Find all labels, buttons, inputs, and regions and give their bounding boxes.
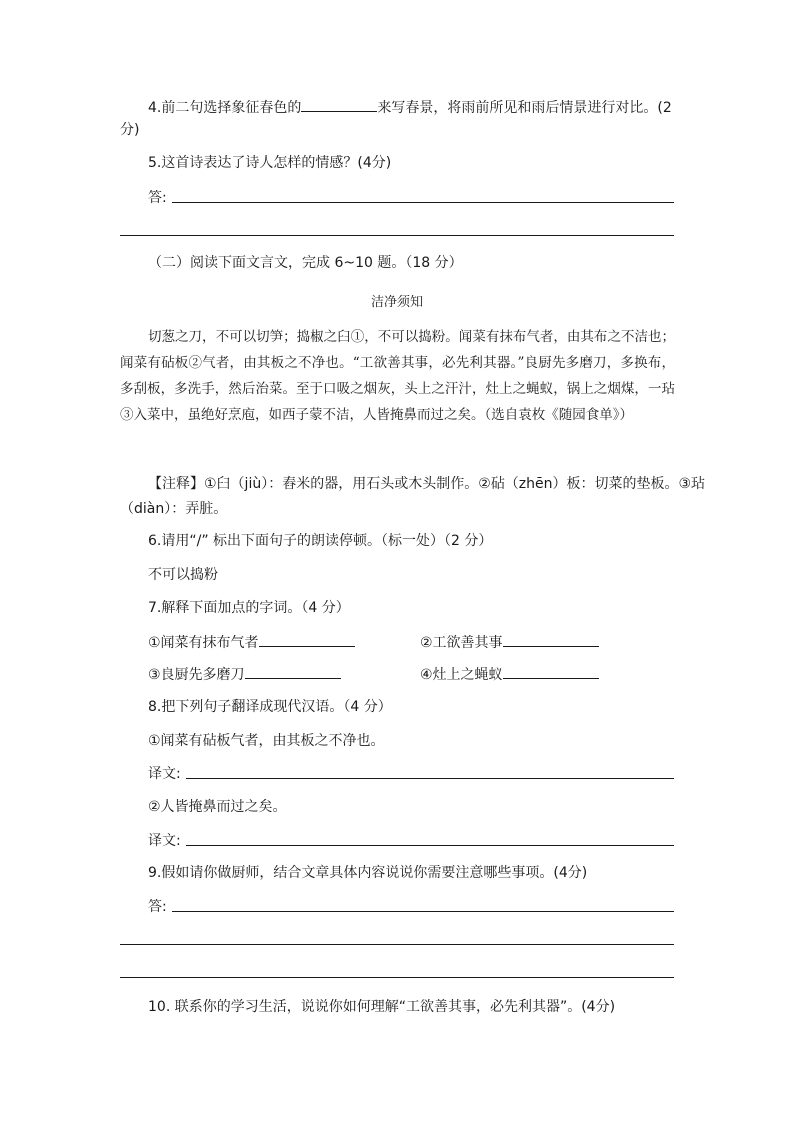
question-4-blank[interactable] (301, 97, 377, 112)
question-6: 6.请用“/” 标出下面句子的朗读停顿。（标一处）（2 分） (148, 533, 493, 549)
question-8-sentence-2: ②人皆掩鼻而过之矣。 (148, 799, 287, 815)
question-9-answer-label: 答: (148, 899, 167, 915)
passage-text: 切葱之刀，不可以切笋；捣椒之臼①，不可以捣粉。闻菜有抹布气者，由其布之不洁也；闻菜有砧板②气者，由其板之不净也。“工欲善其事，必先利其器。”良厨先多磨刀，多换布，多刮板，多洗手，然后治菜。至于口吸之烟灰，头上之汗汁，灶上之蝇蚁，锅上之烟煤，一玷③入菜中，虽绝好烹庖，如西子蒙不洁，人皆掩鼻而过之矣。（选自袁枚《随园食单》） (120, 329, 675, 423)
passage-title: 洁净须知 (370, 295, 423, 310)
question-4 (148, 97, 672, 118)
question-9-answer-line-2[interactable] (120, 944, 674, 945)
question-9-answer-line-1[interactable] (172, 911, 674, 912)
question-7-item-2-blank[interactable] (503, 632, 599, 647)
question-4-text-before: 4.前二句选择象征春色的 (148, 100, 302, 116)
question-5-answer-label: 答: (148, 190, 167, 206)
question-7-item-3-label: ③良厨先多磨刀 (148, 667, 245, 683)
annotation-line-2: （diàn）：弄脏。 (120, 501, 228, 517)
question-7: 7.解释下面加点的字词。（4 分） (148, 600, 350, 616)
question-9: 9.假如请你做厨师，结合文章具体内容说说你需要注意哪些事项。(4分) (148, 865, 588, 881)
question-4-text-after: 来写春景，将雨前所见和雨后情景进行对比。(2 (377, 100, 672, 116)
annotation-line-1: 【注释】①臼（jiù）：舂米的器，用石头或木头制作。②砧（zhēn）板：切菜的垫板。③玷 (148, 476, 706, 492)
section-2-heading: （二）阅读下面文言文，完成 6~10 题。（18 分） (148, 255, 463, 271)
classical-passage (120, 324, 675, 428)
question-7-item-2 (420, 632, 599, 653)
question-7-item-4 (420, 664, 599, 685)
question-7-item-1-label: ①闻菜有抹布气者 (148, 635, 259, 651)
question-9-answer-line-3[interactable] (120, 977, 674, 978)
question-8-answer-line-1[interactable] (186, 778, 674, 779)
question-5-answer-line-1[interactable] (172, 202, 674, 203)
question-7-item-4-blank[interactable] (503, 664, 599, 679)
question-4-wrap: 分) (120, 122, 140, 138)
question-7-item-1 (148, 632, 355, 653)
question-8-answer-line-2[interactable] (186, 845, 674, 846)
question-8: 8.把下列句子翻译成现代汉语。（4 分） (148, 699, 392, 715)
question-6-sentence: 不可以捣粉 (148, 567, 218, 583)
question-8-sentence-1: ①闻菜有砧板气者，由其板之不净也。 (148, 733, 385, 749)
question-8-label-2: 译文: (148, 833, 181, 849)
question-10: 10. 联系你的学习生活，说说你如何理解“工欲善其事，必先利其器”。(4分) (148, 999, 616, 1015)
question-7-item-1-blank[interactable] (259, 632, 355, 647)
question-5: 5.这首诗表达了诗人怎样的情感？(4分) (148, 155, 392, 171)
question-7-item-3 (148, 664, 341, 685)
question-7-item-2-label: ②工欲善其事 (420, 635, 503, 651)
question-8-label-1: 译文: (148, 766, 181, 782)
question-7-item-4-label: ④灶上之蝇蚁 (420, 667, 503, 683)
question-7-item-3-blank[interactable] (245, 664, 341, 679)
question-5-answer-line-2[interactable] (120, 235, 674, 236)
